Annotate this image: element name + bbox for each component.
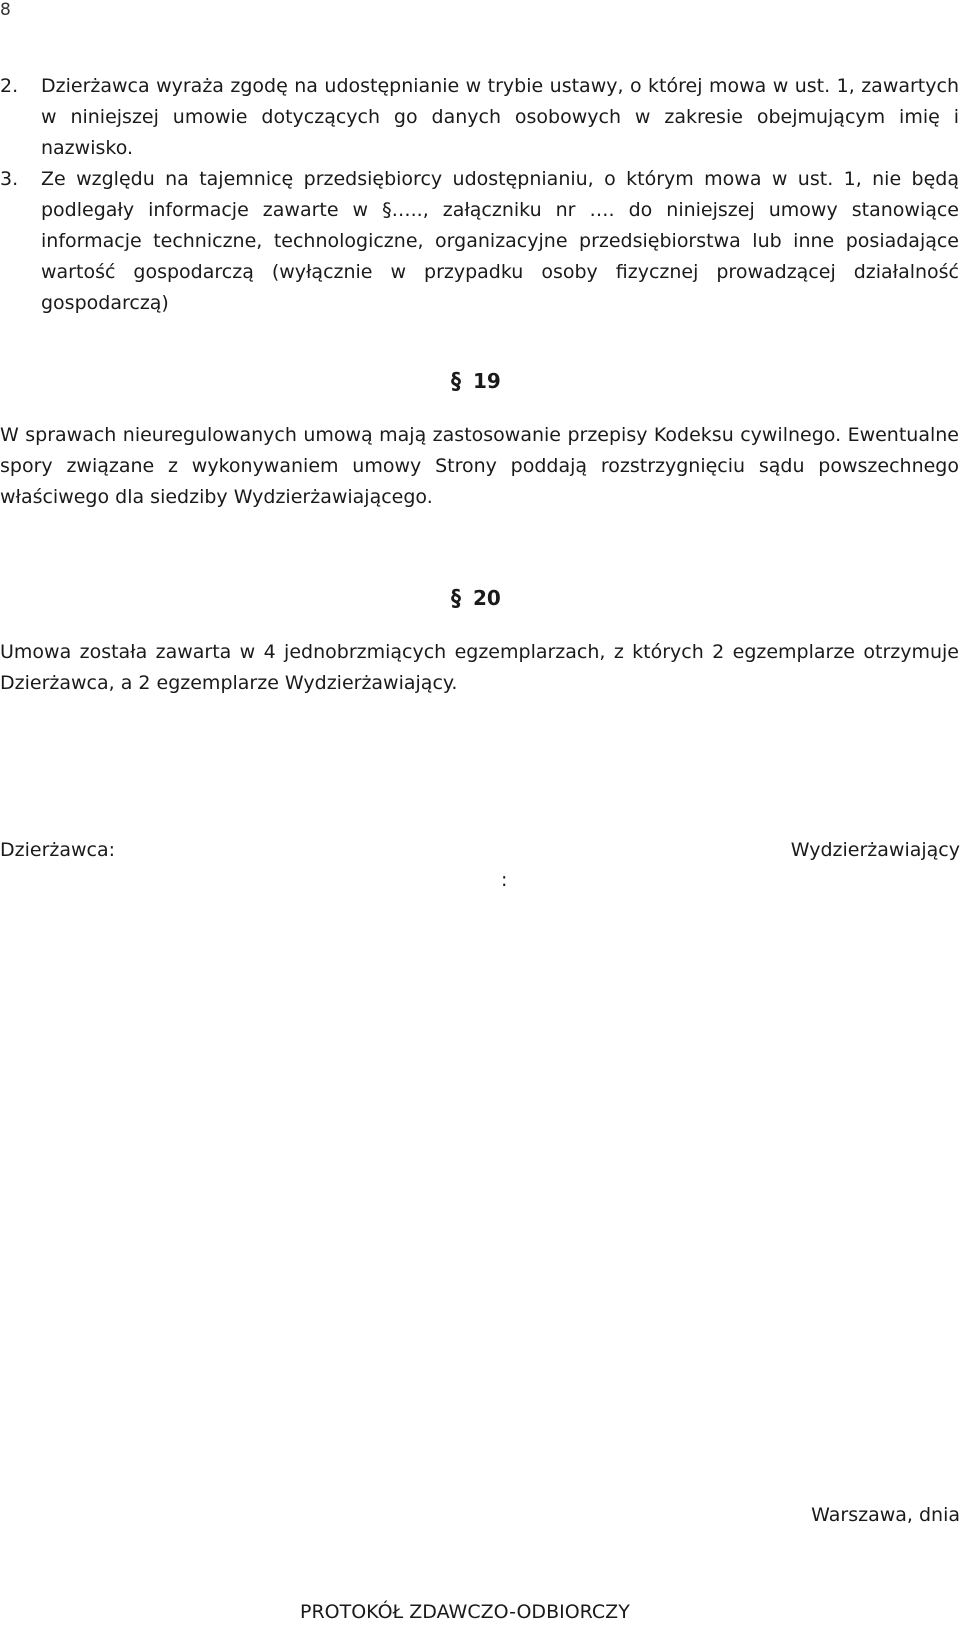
section-19-heading [451,366,501,396]
clause-text: Dzierżawca wyraża zgodę na udostępnianie w trybie ustawy, o której mowa w ust. 1, zawartych w niniejszej umowie dotyczących go danych osobowych w zakresie obejmującym imię i nazwisko. [41,75,959,159]
section-20-heading [451,583,501,613]
section-19-text: W sprawach nieuregulowanych umową mają zastosowanie przepisy Kodeksu cywilnego. Ewentualne spory związane z wykonywaniem umowy Strony poddają rozstrzygnięciu sądu powszechnego właściwego dla siedziby Wydzierżawiającego. [0,424,959,508]
signature-separator: : [501,869,508,891]
protocol-title: PROTOKÓŁ ZDAWCZO-ODBIORCZY [300,1601,630,1623]
signature-lessor-label: Wydzierżawiający [790,839,960,861]
section-number: 20 [473,586,501,610]
clause-3 [0,164,960,319]
signature-lessee-label: Dzierżawca: [0,839,116,861]
clause-2 [0,71,960,164]
place-date: Warszawa, dnia [811,1504,960,1526]
clause-number: 3. [0,168,19,190]
section-symbol: § [451,584,461,612]
page-number: 8 [0,0,11,20]
section-number: 19 [473,369,501,393]
clause-number: 2. [0,75,19,97]
section-20-text: Umowa została zawarta w 4 jednobrzmiących egzemplarzach, z których 2 egzemplarze otrzymuje Dzierżawca, a 2 egzemplarze Wydzierżawiający. [0,641,959,694]
section-symbol: § [451,367,461,395]
clause-text: Ze względu na tajemnicę przedsiębiorcy udostępnianiu, o którym mowa w ust. 1, nie będą podlegały informacje zawarte w §….., załączniku nr …. do niniejszej umowy stanowiące informacje techniczne, technologiczne, organizacyjne przedsiębiorstwa lub inne posiadające wartość gospodarczą (wyłącznie w przypadku osoby fizycznej prowadzącej działalność gospodarczą) [41,168,959,314]
